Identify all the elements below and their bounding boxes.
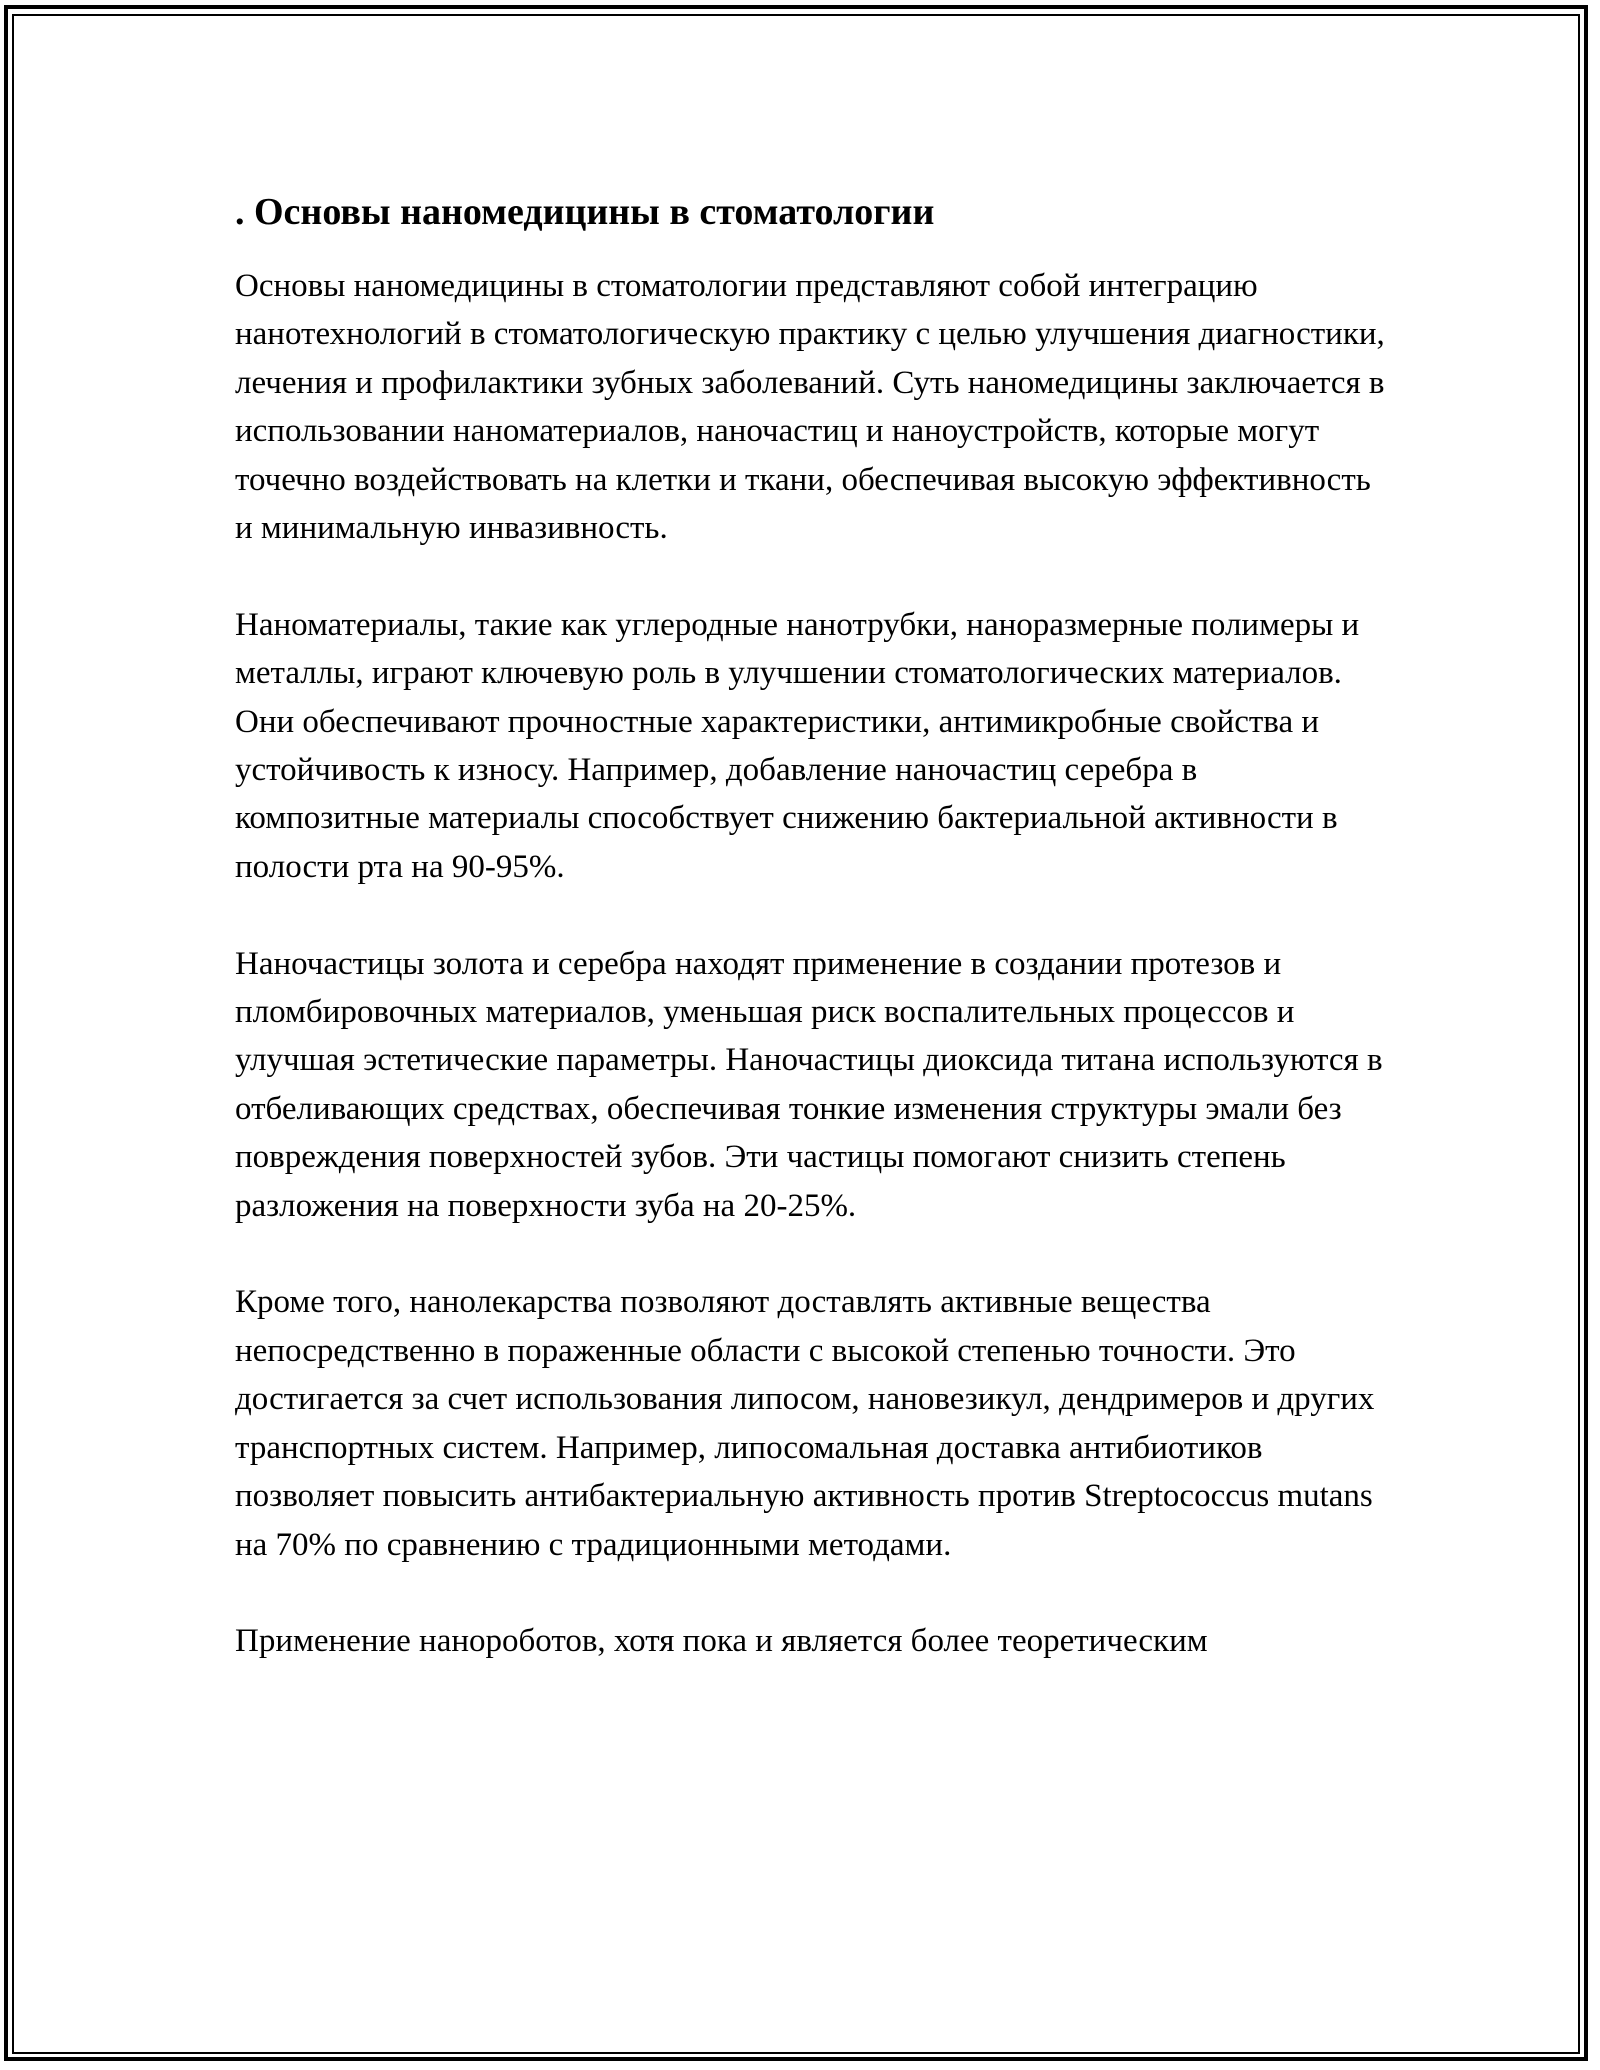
paragraph-1: Основы наномедицины в стоматологии представляют собой интеграцию нанотехнологий в стоматологическую практику с целью улучшения диагностики, лечения и профилактики зубных заболеваний. Суть наномедицины заключается в использовании наноматериалов, наночастиц и наноустройств, которые могут точечно воздействовать на клетки и ткани, обеспечивая высокую эффективность и минимальную инвазивность. <box>235 268 1385 547</box>
paragraph-3: Наночастицы золота и серебра находят применение в создании протезов и пломбировочных материалов, уменьшая риск воспалительных процессов и улучшая эстетические параметры. Наночастицы диоксида титана используются в отбеливающих средствах, обеспечивая тонкие изменения структуры эмали без повреждения поверхностей зубов. Эти частицы помогают снизить степень разложения на поверхности зуба на 20-25%. <box>235 945 1383 1224</box>
document-body <box>235 188 1385 1666</box>
paragraph-5: Применение нанороботов, хотя пока и является более теоретическим <box>235 1623 1208 1660</box>
paragraph-4: Кроме того, нанолекарства позволяют доставлять активные вещества непосредственно в пораженные области с высокой степенью точности. Это достигается за счет использования липосом, нановезикул, дендримеров и других транспортных систем. Например, липосомальная доставка антибиотиков позволяет повысить антибактериальную активность против Streptococcus mutans на 70% по сравнению с традиционными методами. <box>235 1284 1375 1563</box>
paragraph-2: Наноматериалы, такие как углеродные нанотрубки, наноразмерные полимеры и металлы, играют ключевую роль в улучшении стоматологических материалов. Они обеспечивают прочностные характеристики, антимикробные свойства и устойчивость к износу. Например, добавление наночастиц серебра в композитные материалы способствует снижению бактериальной активности в полости рта на 90-95%. <box>235 606 1360 885</box>
section-heading: . Основы наномедицины в стоматологии <box>235 191 935 233</box>
